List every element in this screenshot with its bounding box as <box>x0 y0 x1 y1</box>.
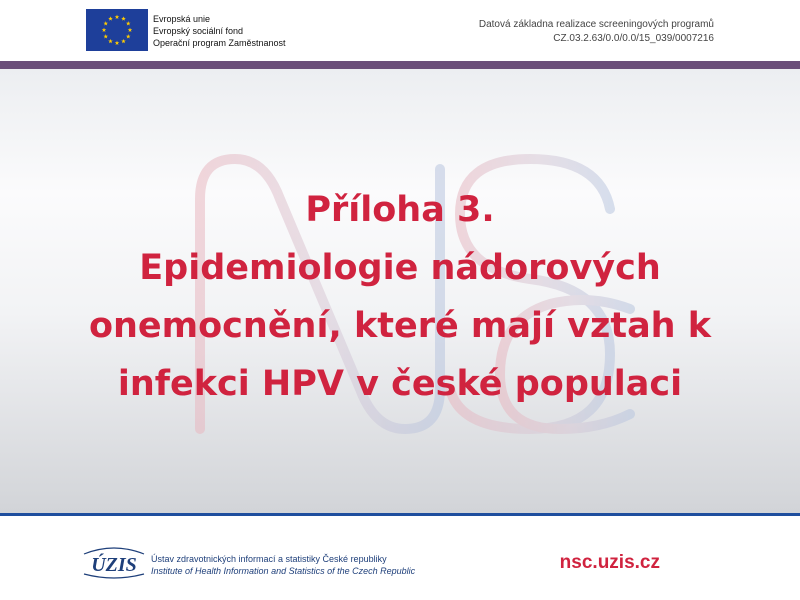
title-line: Příloha 3. <box>305 190 495 230</box>
eu-line: Evropská unie <box>153 14 211 24</box>
institute-name-cz: Ústav zdravotnických informací a statistiky České republiky <box>151 554 387 564</box>
title-line: infekci HPV v české populaci <box>117 364 683 404</box>
uzis-logo-text: ÚZIS <box>91 554 137 576</box>
header <box>0 0 800 60</box>
eu-label <box>153 13 286 49</box>
project-name: Datová základna realizace screeningových programů <box>478 19 714 30</box>
footer <box>0 516 800 600</box>
header-divider <box>0 61 800 69</box>
project-info <box>479 18 714 46</box>
title-line: Epidemiologie nádorových <box>139 248 661 288</box>
slide-content <box>0 69 800 513</box>
uzis-logo <box>80 540 148 580</box>
title-line: onemocnění, které mají vztah k <box>88 306 712 346</box>
website-link[interactable]: nsc.uzis.cz <box>559 552 660 573</box>
institute-info <box>151 553 415 577</box>
slide-title <box>40 181 760 413</box>
project-code: CZ.03.2.63/0.0/0.0/15_039/0007216 <box>553 33 714 44</box>
eu-line: Operační program Zaměstnanost <box>153 38 286 48</box>
eu-line: Evropský sociální fond <box>153 26 244 36</box>
eu-flag-icon <box>86 9 148 51</box>
institute-name-en: Institute of Health Information and Statistics of the Czech Republic <box>151 566 416 576</box>
